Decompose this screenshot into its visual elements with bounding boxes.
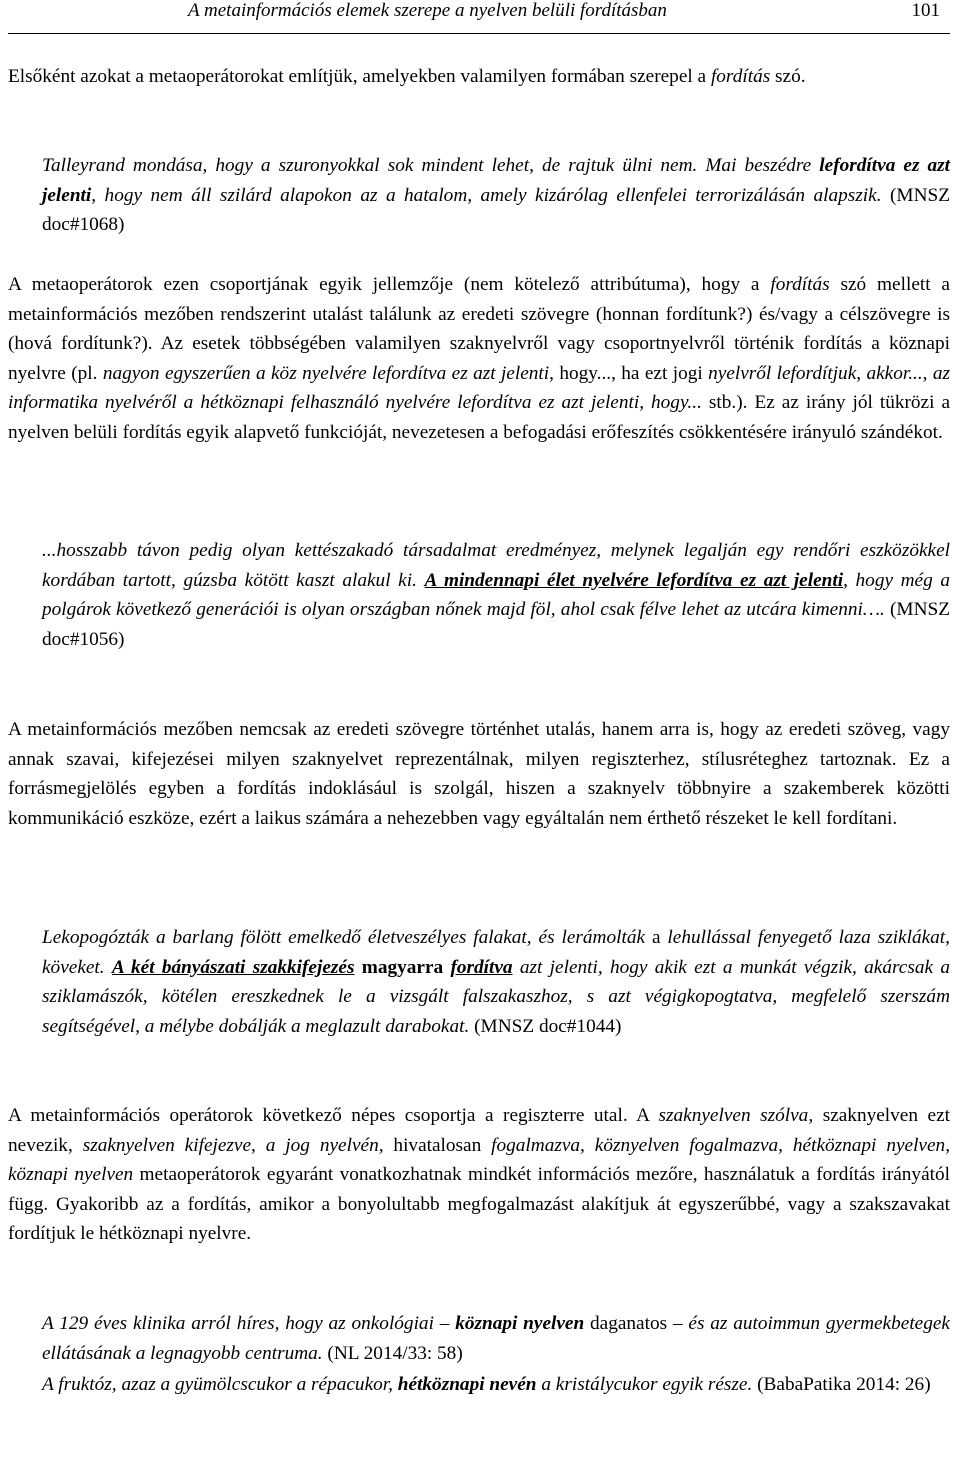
running-title: A metainformációs elemek szerepe a nyelven belüli fordításban [188,0,667,21]
text: lehullással fenyegető laza sziklákat, köveket. [42,927,950,978]
text: nagyon egyszerűen a köz nyelvére lefordítva ez azt jelenti [102,362,550,384]
text: szaknyelven ezt nevezik, [8,1105,950,1156]
text: szó mellett a metainformációs mezőben rendszerint utalást találunk az eredeti szövegre (honnan fordítunk?) és/vagy a célszövegre is (hová fordítunk?). Az esetek többségében valamilyen szaknyelvről vagy csoportnyelvről történik fordítás a köznapi nyelvre (pl. [8,274,950,384]
text: , hogy nem áll szilárd alapokon az a hatalom, amely kizárólag ellenfelei terrorizálásán alapszik. [91,184,882,206]
example-quote-2 [42,536,950,654]
text: hétköznapi nevén [397,1374,537,1395]
paragraph-4 [8,1101,950,1249]
example-quote-3 [42,923,950,1041]
text: Lekopogózták a barlang fölött emelkedő életveszélyes falakat, és lerámolták [42,927,646,948]
text: , hogy..., ha ezt jogi [549,362,709,384]
running-header [8,0,950,34]
text: A metaoperátorok ezen csoportjának egyik jellemzője (nem kötelező attribútuma), hogy a [8,274,771,295]
paragraph-3 [8,715,950,833]
text: A 129 éves klinika arról híres, hogy az onkológiai – [42,1313,456,1334]
text: A két bányászati szakkifejezés [111,956,355,978]
text: azt jelenti, hogy akik ezt a munkát végzik, akárcsak a sziklamászók, kötélen ereszkednek le a vizsgált falszakaszhoz, s azt végigkopogtatva, megfelelő szerszám segítségével, a mélybe dobálják a meglazult darabokat. [42,956,950,1037]
text: daganatos [584,1313,668,1334]
text: metaoperátorok egyaránt vonatkozhatnak mindkét információs mezőre, használatuk a fordítás irányától függ. Gyakoribb az a fordítás, amikor a bonyolultabb megfogalmazást alakítjuk át egyszerűbbé, vagy a szakszavakat fordítjuk le hétköznapi nyelvre. [8,1164,950,1245]
text: fordítva [450,956,513,978]
text: fordítás [710,66,771,87]
text: hivatalosan [383,1134,492,1156]
text: köznapi nyelven [455,1313,585,1334]
paragraph-2 [8,270,950,448]
text: szó. [770,66,806,87]
text: – és az autoimmun gyermekbetegek ellátásának a legnagyobb centruma. [42,1313,950,1364]
source-citation: (NL 2014/33: 58) [322,1342,463,1364]
source-citation: (MNSZ doc#1044) [469,1015,622,1037]
text: szaknyelven szólva, [658,1105,814,1126]
example-quote-5 [42,1370,950,1400]
text: magyarra [354,956,451,978]
text: fogalmazva, köznyelven fogalmazva, hétköznapi nyelven, köznapi nyelven [8,1134,951,1186]
text: Talleyrand mondása, hogy a szuronyokkal sok mindent lehet, de rajtuk ülni nem. Mai beszédre [42,155,820,176]
example-quote-4 [42,1309,950,1368]
text: A metainformációs mezőben nemcsak az eredeti szövegre történhet utalás, hanem arra is, hogy az eredeti szöveg, vagy annak szavai, kifejezései milyen szaknyelvet reprezentálnak, milyen regiszterhez, stílusréteghez tartoznak. Ez a forrásmegjelölés egyben a fordítás indoklásául is szolgál, hiszen a szaknyelv többnyire a szakemberek közötti kommunikáció eszköze, ezért a laikus számára a nehezebben vagy egyáltalán nem érthető részeket le kell fordítani. [8,719,950,829]
text: A mindennapi élet nyelvére lefordítva ez azt jelenti [424,569,844,591]
text: , hogy még a polgárok következő generációi is olyan országban nőnek majd föl, ahol csak félve lehet az utcára kimenni…. [42,569,951,621]
text: szaknyelven kifejezve, a jog nyelvén, [82,1134,384,1156]
text: stb.). Ez az irány jól tükrözi a nyelven belüli fordítás egyik alapvető funkcióját, nevezetesen a befogadási erőfeszítés csökkentésére irányuló szándékot. [8,392,950,443]
text: nyelvről lefordítjuk, akkor..., az informatika nyelvéről a hétköznapi felhasználó nyelvére lefordítva ez azt jelenti, hogy... [8,362,951,414]
example-quote-1 [42,151,950,240]
source-citation: (BabaPatika 2014: 26) [752,1374,931,1395]
text: Elsőként azokat a metaoperátorokat említjük, amelyekben valamilyen formában szerepel a [8,66,711,87]
paragraph-1 [8,62,950,92]
text: A fruktóz, azaz a gyümölcscukor a répacukor, [42,1374,398,1395]
text: lefordítva ez azt jelenti [42,155,950,206]
source-citation: (MNSZ doc#1068) [42,184,950,236]
text: a [645,927,661,948]
text: A metainformációs operátorok következő népes csoportja a regiszterre utal. A [8,1105,659,1126]
text: fordítás [770,274,830,295]
page-number: 101 [911,0,940,21]
text: ...hosszabb távon pedig olyan kettészakadó társadalmat eredményez, melynek legalján egy rendőri eszközökkel kordában tartott, gúzsba kötött kaszt alakul ki. [42,540,950,591]
source-citation: (MNSZ doc#1056) [42,599,950,650]
text: a kristálycukor egyik része. [536,1374,753,1395]
